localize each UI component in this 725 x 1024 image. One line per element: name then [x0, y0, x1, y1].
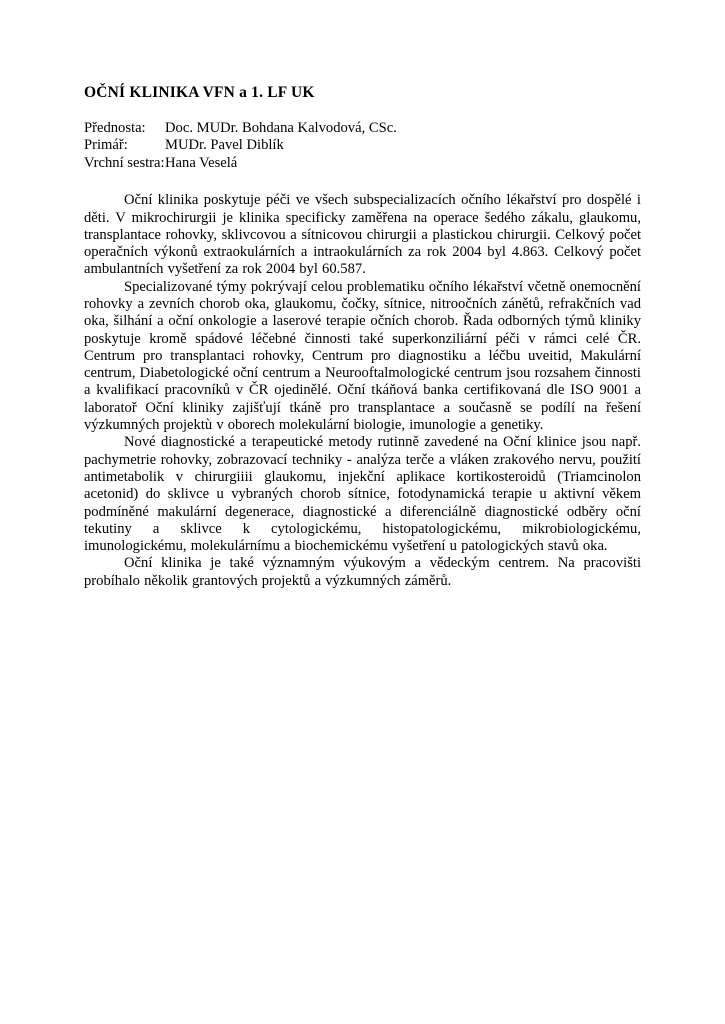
- staff-row-primar: [84, 137, 641, 154]
- staff-name: Hana Veselá: [165, 154, 238, 171]
- staff-name: Doc. MUDr. Bohdana Kalvodová, CSc.: [165, 120, 397, 136]
- document-content: [84, 84, 641, 590]
- staff-row-vrchni-sestra: [84, 155, 641, 172]
- staff-name: MUDr. Pavel Diblík: [165, 137, 284, 154]
- paragraph-teaching-center: Oční klinika je také významným výukovým a vědeckým centrem. Na pracovišti probíhalo několik grantových projektů a výzkumných záměrů.: [84, 555, 641, 589]
- staff-info-block: [84, 120, 641, 172]
- paragraph-new-methods: Nové diagnostické a terapeutické metody rutinně zavedené na Oční klinice jsou např. pachymetrie rohovky, zobrazovací techniky - analýza terče a vláken zrakového nervu, použití antimetabolik v chirurgiiii glaukomu, injekční aplikace kortikosteroidů (Triamcinolon acetonid) do sklivce u vybraných chorob sítnice, fotodynamická terapie u aktivní věkem podmíněné makulární degenerace, diagnostické a diferenciálně diagnostické odběry oční tekutiny a sklivce k cytologickému, histopatologickému, mikrobiologickému, imunologickému, molekulárnímu a biochemickému vyšetření u patologických stavů oka.: [84, 434, 641, 555]
- document-body: [84, 192, 641, 590]
- paragraph-specialized-teams: Specializované týmy pokrývají celou problematiku očního lékařství včetně onemocnění rohovky a zevních chorob oka, glaukomu, čočky, sítnice, nitroočních zánětů, refrakčních vad oka, šilhání a oční onkologie a laserové terapie očních chorob. Řada odborných týmů kliniky poskytuje kromě spádové léčebné činnosti také superkonziliární péči v rámci celé ČR. Centrum pro transplantaci rohovky, Centrum pro diagnostiku a léčbu uveitid, Makulární centrum, Diabetologické oční centrum a Neurooftalmologické centrum jsou rozsahem činnosti a kvalifikací pracovníků v ČR ojedinělé. Oční tkáňová banka certifikovaná dle ISO 9001 a laboratoř Oční kliniky zajišťují tkáně pro transplantace a současně se podílí na řešení výzkumných projektù v oborech molekulární biologie, imunologie a genetiky.: [84, 278, 641, 434]
- staff-role-label: Primář:: [84, 137, 128, 154]
- staff-row-prednosta: [84, 120, 641, 137]
- document-title: OČNÍ KLINIKA VFN a 1. LF UK: [84, 84, 315, 101]
- staff-role-label: Vrchní sestra:: [84, 154, 165, 171]
- staff-role-label: Přednosta:: [84, 120, 146, 136]
- paragraph-overview: Oční klinika poskytuje péči ve všech subspecializacích očního lékařství pro dospělé i děti. V mikrochirurgii je klinika specificky zaměřena na operace šedého zákalu, glaukomu, transplantace rohovky, sklivcovou a sítnicovou chirurgii a plastickou chirurgii. Celkový počet operačních výkonů extraokulárních a intraokulárních za rok 2004 byl 4.863. Celkový počet ambulantních vyšetření za rok 2004 byl 60.587.: [84, 192, 641, 278]
